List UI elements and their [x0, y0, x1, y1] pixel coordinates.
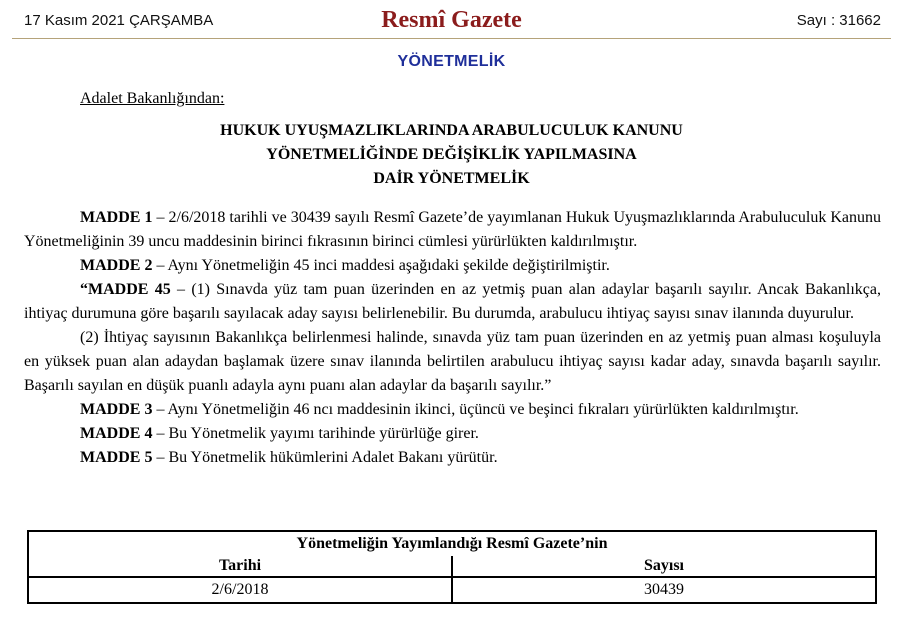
table-cell-number: 30439 [452, 577, 876, 603]
article-label: MADDE 3 [80, 401, 153, 418]
article-text: – Aynı Yönetmeliğin 45 inci maddesi aşağıdaki şekilde değiştirilmiştir. [152, 257, 610, 274]
table-header-date: Tarihi [28, 556, 452, 577]
regulation-title-line: HUKUK UYUŞMAZLIKLARINDA ARABULUCULUK KANUNU [220, 122, 683, 139]
article-text: – Bu Yönetmelik yayımı tarihinde yürürlüğe girer. [152, 425, 479, 442]
publication-table [27, 530, 877, 604]
regulation-title-line: DAİR YÖNETMELİK [373, 170, 530, 187]
table-caption: Yönetmeliğin Yayımlandığı Resmî Gazete’nin [28, 531, 876, 556]
regulation-title-line: YÖNETMELİĞİNDE DEĞİŞİKLİK YAPILMASINA [266, 146, 637, 163]
article-label: MADDE 4 [80, 425, 153, 442]
section-heading: YÖNETMELİK [397, 53, 506, 70]
table-header-number: Sayısı [452, 556, 876, 577]
article-paragraph [24, 278, 881, 326]
article-paragraph [24, 398, 881, 422]
article-paragraph [24, 326, 881, 398]
article-paragraph [24, 422, 881, 446]
masthead [0, 0, 903, 40]
article-label: MADDE 5 [80, 449, 153, 466]
article-paragraph [24, 254, 881, 278]
article-label: “MADDE 45 [80, 281, 171, 298]
article-paragraph [24, 446, 881, 470]
issue-number: Sayı : 31662 [796, 12, 881, 29]
masthead-divider [12, 38, 891, 39]
issue-date: 17 Kasım 2021 ÇARŞAMBA [24, 12, 214, 29]
regulation-body [24, 206, 881, 470]
article-label: MADDE 1 [80, 209, 153, 226]
table-cell-date: 2/6/2018 [28, 577, 452, 603]
article-text: – (1) Sınavda yüz tam puan üzerinden en az yetmiş puan alan adaylar başarılı sayılır. Ancak Bakanlıkça, ihtiyaç durumuna göre başarılı sayılacak aday sayısı belirlenebilir. Bu durumda, arabulucu ihtiyaç sayısı sınav ilanında duyurulur. [24, 281, 881, 322]
article-text: – Aynı Yönetmeliğin 46 ncı maddesinin ikinci, üçüncü ve beşinci fıkraları yürürlükten kaldırılmıştır. [152, 401, 799, 418]
gazette-title: Resmî Gazete [381, 7, 522, 33]
article-paragraph [24, 206, 881, 254]
table-row [28, 577, 876, 603]
article-text: – 2/6/2018 tarihli ve 30439 sayılı Resmî Gazete’de yayımlanan Hukuk Uyuşmazlıklarında Arabuluculuk Kanunu Yönetmeliğinin 39 uncu maddesinin birinci fıkrasının birinci cümlesi yürürlükten kaldırılmıştır. [24, 209, 882, 250]
regulation-title [0, 119, 903, 191]
article-text: – Bu Yönetmelik hükümlerini Adalet Bakanı yürütür. [152, 449, 498, 466]
ministry-label: Adalet Bakanlığından: [80, 90, 225, 107]
article-label: MADDE 2 [80, 257, 153, 274]
article-text: (2) İhtiyaç sayısının Bakanlıkça belirlenmesi halinde, sınavda yüz tam puan üzerinden en az yetmiş puan alması koşuluyla en yüksek puan alan adaydan başlamak üzere sınav ilanında belirtilen arabulucu ihtiyaç sayısı kadar aday, sınavda başarılı sayılır. Başarılı sayılan en düşük puanlı adayla aynı puanı alan adaylar da başarılı sayılır.” [24, 329, 881, 394]
